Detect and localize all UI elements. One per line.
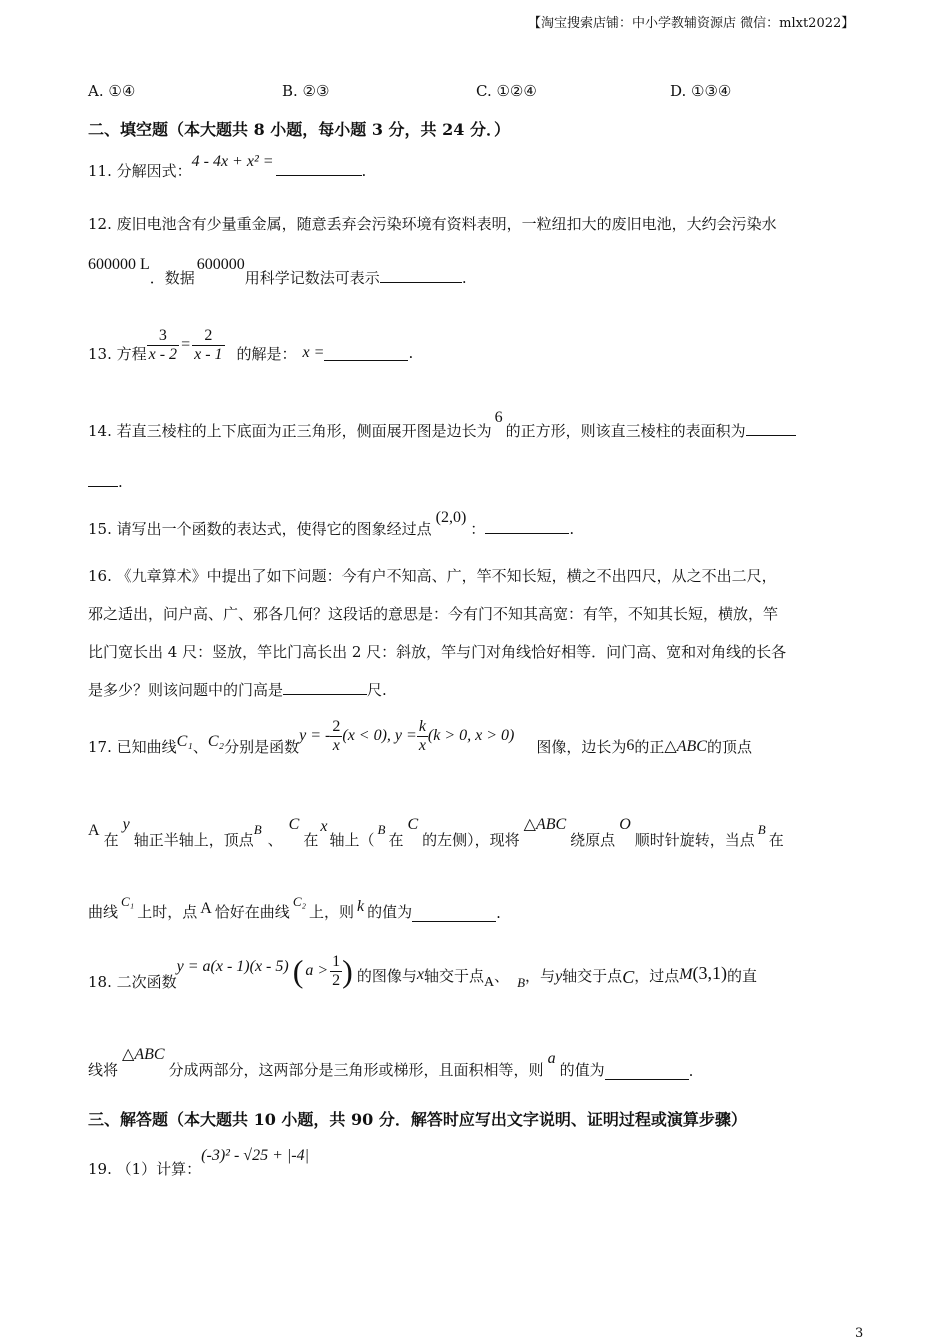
q17-l3-t5: 的值为 <box>367 903 413 921</box>
q19-expr: (-3)² - √25 + |-4| <box>201 1147 309 1164</box>
q12-mid: ．数据 <box>149 269 195 287</box>
q17-l2-C: C <box>288 816 300 833</box>
q17-l2-t1: 轴正半轴上，顶点 <box>133 831 254 849</box>
q13-fraction-1 <box>147 327 179 364</box>
q17-func1-cond: (x < 0), y = <box>342 727 417 744</box>
q14-end: . <box>118 473 123 491</box>
q18-M: M <box>679 966 693 983</box>
q12-number: 600000 <box>196 256 245 273</box>
question-19 <box>88 1147 309 1178</box>
q15-answer-blank <box>485 519 569 534</box>
q18-cond-num: 1 <box>332 952 341 970</box>
q12-answer-blank <box>380 268 462 283</box>
q18-t6: 的直 <box>727 966 758 985</box>
q13-f1-den: x - 2 <box>148 345 178 363</box>
q18-l2-a: a <box>547 1050 556 1067</box>
question-13 <box>88 320 413 370</box>
q17-l3-t3: 恰好在曲线 <box>214 903 290 921</box>
q17-l2-A: A <box>88 822 100 839</box>
q18-sep: 、 <box>494 966 510 985</box>
q17-l2-B2: B <box>377 822 386 837</box>
q18-cond-lhs: a > <box>305 962 329 979</box>
q17-text1: 分别是函数 <box>224 737 300 756</box>
question-18-line2 <box>88 1042 693 1080</box>
q17-tri: △ABC <box>664 738 707 755</box>
section-2-title: 二、填空题（本大题共 8 小题，每小题 3 分，共 24 分．） <box>88 120 510 139</box>
q17-l3-C2: C₂ <box>292 894 307 909</box>
q17-l3-t1: 曲线 <box>88 903 119 921</box>
q17-func1-frac <box>330 718 342 755</box>
q17-l3-t2: 上时，点 <box>137 903 198 921</box>
q17-func1-den: x <box>332 736 340 754</box>
q17-l2-tri: △ABC <box>523 816 567 833</box>
q18-l2-end: . <box>688 1062 694 1080</box>
question-16-line4 <box>88 679 387 700</box>
q17-l2-t4: 绕原点 <box>570 831 616 849</box>
q17-label: 17. 已知曲线 <box>88 737 177 756</box>
q17-func2-den: x <box>418 736 426 754</box>
question-17-line3 <box>88 884 501 922</box>
q13-answer-blank <box>324 346 408 361</box>
q17-l2-at3: 在 <box>388 831 404 849</box>
option-a: A. ①④ <box>88 82 136 100</box>
q17-answer-blank <box>412 907 496 922</box>
q13-text: 的解是： <box>236 344 297 363</box>
q18-t1: 的图像与 <box>356 966 417 985</box>
q17-six: 6 <box>626 737 635 754</box>
q18-expr: y = a(x - 1)(x - 5) <box>176 958 289 975</box>
q13-f1-num: 3 <box>147 327 179 346</box>
q14-text-b: 的正方形，则该直三棱柱的表面积为 <box>505 422 746 440</box>
q16-line4a: 是多少？则该问题中的门高是 <box>88 681 284 699</box>
q17-func2-num: k <box>418 717 426 735</box>
q17-text4: 的顶点 <box>706 737 752 756</box>
q15-colon: ： <box>470 520 486 538</box>
option-d: D. ①③④ <box>670 82 732 100</box>
question-18-line1 <box>88 944 757 998</box>
q17-l2-at1: 在 <box>103 831 119 849</box>
q14-text-a: 14. 若直三棱柱的上下底面为正三角形，侧面展开图是边长为 <box>88 422 492 440</box>
q18-t3: ，与 <box>525 966 556 985</box>
q17-l3-k: k <box>357 898 365 915</box>
q16-answer-blank <box>283 680 367 695</box>
question-12-line2 <box>88 256 467 287</box>
q17-l3-end: . <box>496 904 501 922</box>
q17-l2-B3: B <box>757 822 766 837</box>
q18-C: C <box>622 966 635 987</box>
q17-l2-O: O <box>619 816 631 833</box>
q18-cond-frac <box>330 953 342 990</box>
q17-l2-x: x <box>320 818 328 835</box>
q17-func1-num: 2 <box>332 717 341 735</box>
q13-f2-den: x - 1 <box>194 345 223 363</box>
q17-func1-lhs: y = - <box>299 727 331 744</box>
q17-l2-t2: 轴上（ <box>329 831 375 849</box>
q13-label: 13. 方程 <box>88 344 147 363</box>
page-number: 3 <box>855 1326 864 1341</box>
q11-end: . <box>361 162 367 180</box>
q18-l2-t3: 的值为 <box>559 1061 605 1079</box>
question-17-line1 <box>88 708 752 764</box>
q18-A: A <box>483 975 495 990</box>
q15-end: . <box>569 520 575 538</box>
q17-c1: C₁ <box>176 733 193 750</box>
q17-l3-t4: 上，则 <box>309 903 355 921</box>
q18-x: x <box>416 966 424 983</box>
q18-y: y <box>555 968 563 985</box>
section-3-title: 三、解答题（本大题共 10 小题，共 90 分．解答时应写出文字说明、证明过程或演算步骤） <box>88 1110 747 1129</box>
q17-l2-B: B <box>253 822 262 837</box>
q14-answer-blank-2 <box>88 472 118 487</box>
q17-c2: C₂ <box>207 733 225 750</box>
q11-label: 11. 分解因式： <box>88 162 192 180</box>
question-12-line1: 12. 废旧电池含有少量重金属，随意丢弃会污染环境有资料表明，一粒纽扣大的废旧电池，大约会污染水 <box>88 215 777 233</box>
q17-l2-at2: 在 <box>303 831 319 849</box>
q18-answer-blank <box>605 1065 689 1080</box>
q13-equals: = <box>181 336 191 353</box>
question-11 <box>88 153 367 181</box>
q18-t4: 轴交于点 <box>562 966 623 985</box>
q18-label: 18. 二次函数 <box>88 972 177 991</box>
q17-l2-at4: 在 <box>768 831 784 849</box>
question-16-line3: 比门宽长出 4 尺：竖放，竿比门高长出 2 尺：斜放，竿与门对角线恰好相等．问门高、宽和对角线的长各 <box>88 643 787 661</box>
q17-l3-C1: C₁ <box>121 894 135 909</box>
q17-l2-t3: 的左侧），现将 <box>422 831 520 849</box>
question-15 <box>88 509 575 539</box>
q11-expression: 4 - 4x + x² = <box>191 153 274 170</box>
q18-t2: 轴交于点 <box>423 966 484 985</box>
q18-cond-den: 2 <box>332 971 341 989</box>
q18-Mcoord: (3,1) <box>692 962 728 983</box>
q12-after: 用科学记数法可表示 <box>244 269 380 287</box>
q18-B: B <box>517 975 526 990</box>
q17-sep: 、 <box>192 737 208 756</box>
question-17-line2 <box>88 810 784 850</box>
option-b: B. ②③ <box>282 82 330 100</box>
q13-x: x = <box>302 344 325 361</box>
question-14-cont <box>88 472 123 491</box>
q18-l2-t1: 线将 <box>88 1061 119 1079</box>
q17-text3: 的正 <box>634 737 665 756</box>
q18-cond-open: ( <box>292 952 304 989</box>
q17-l2-y: y <box>122 816 130 833</box>
q17-l2-sep: 、 <box>267 831 283 849</box>
option-c: C. ①②④ <box>476 82 537 100</box>
q18-t5: ，过点 <box>634 966 680 985</box>
q13-fraction-2 <box>192 327 224 364</box>
question-16-line1: 16. 《九章算术》中提出了如下问题：今有户不知高、广，竿不知长短，横之不出四尺，从之不出二尺， <box>88 567 777 585</box>
q19-label: 19. （1）计算： <box>88 1160 202 1178</box>
q12-volume: 600000 L <box>88 256 150 273</box>
page-header: 【淘宝搜索店铺：中小学教辅资源店 微信：mlxt2022】 <box>528 16 855 31</box>
q18-l2-t2: 分成两部分，这两部分是三角形或梯形，且面积相等，则 <box>168 1061 544 1079</box>
q16-line4b: 尺. <box>367 681 387 699</box>
q17-text2: 图像，边长为 <box>536 737 627 756</box>
q13-f2-num: 2 <box>192 327 224 346</box>
q18-l2-tri: △ABC <box>122 1046 165 1063</box>
question-14 <box>88 409 796 441</box>
q17-func2-frac <box>417 718 428 755</box>
q17-func2-cond: (k > 0, x > 0) <box>427 727 515 744</box>
question-16-line2: 邪之适出，问户高、广、邪各几何？这段话的意思是：今有门不知其高宽：有竿，不知其长短，横放，竿 <box>88 605 779 623</box>
q15-point: (2,0) <box>435 509 467 526</box>
q17-l2-C2: C <box>407 816 419 833</box>
q15-text: 15. 请写出一个函数的表达式，使得它的图象经过点 <box>88 520 432 538</box>
q14-six: 6 <box>494 409 503 426</box>
q17-l3-A: A <box>200 900 212 917</box>
q14-answer-blank-1 <box>746 421 796 436</box>
q18-cond-close: ) <box>342 952 353 989</box>
q12-end: . <box>461 269 467 287</box>
q17-l2-t5: 顺时针旋转，当点 <box>634 831 755 849</box>
q11-answer-blank <box>276 161 362 176</box>
q13-end: . <box>408 344 414 362</box>
